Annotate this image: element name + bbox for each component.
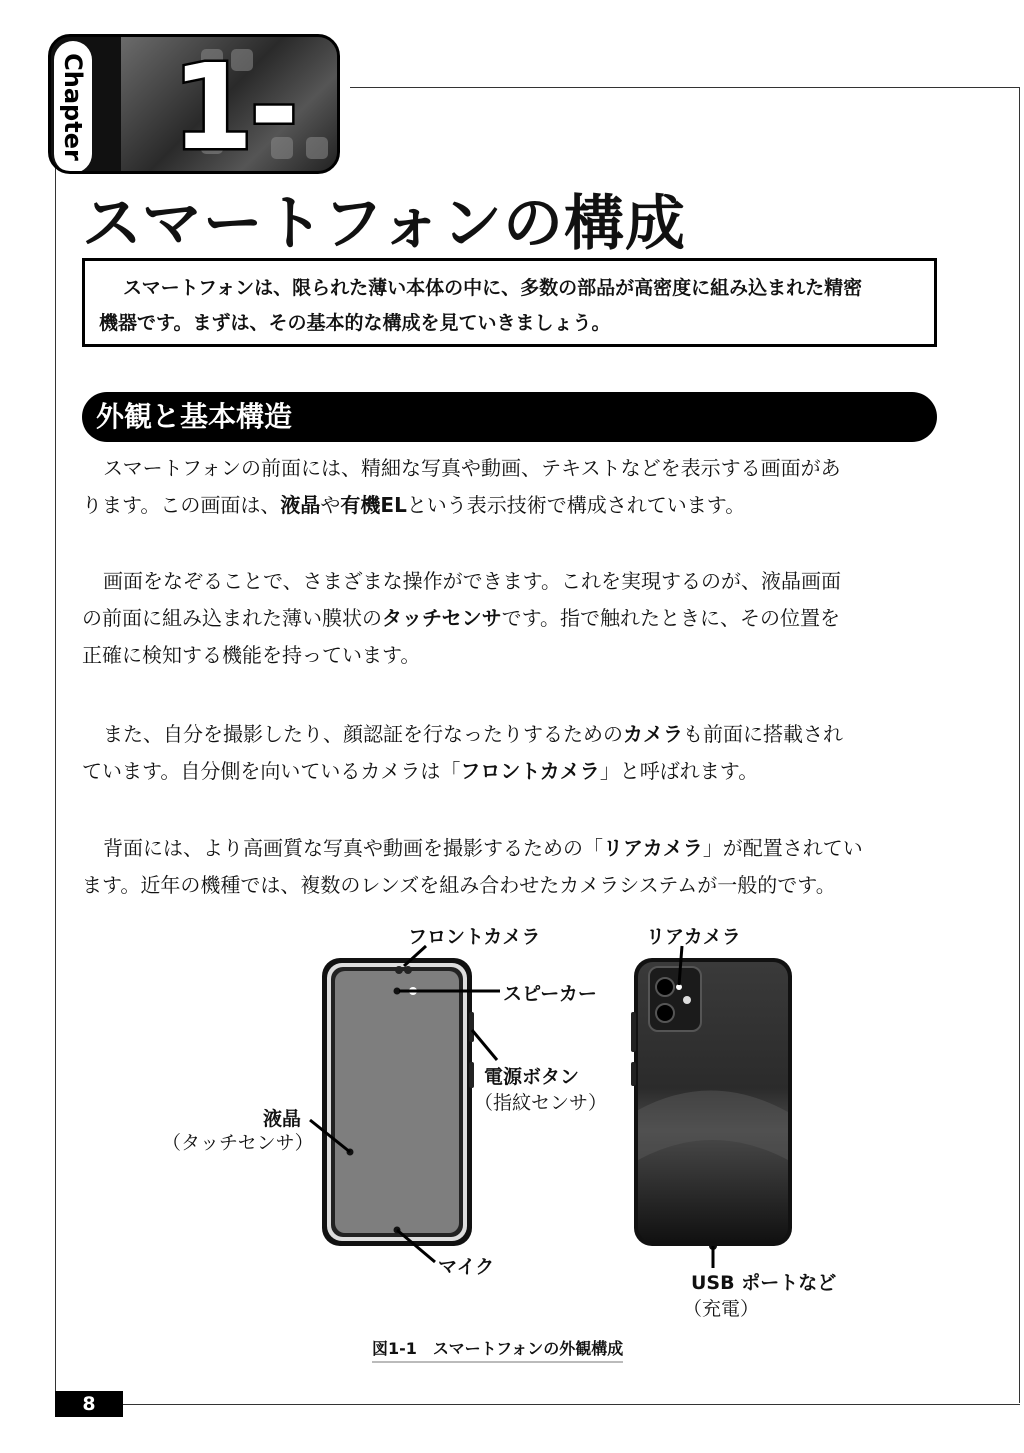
paragraph-2-line-2: の前面に組み込まれた薄い膜状のタッチセンサです。指で触れたときに、その位置を (82, 606, 841, 630)
label-mic: マイク (438, 1256, 495, 1278)
rear-camera-lens-1 (656, 978, 674, 996)
term-oled: 有機EL (340, 493, 407, 517)
paragraph-4-line-1: 背面には、より高画質な写真や動画を撮影するための「リアカメラ」が配置されてい (103, 836, 863, 860)
label-power-button-sub: （指紋センサ） (474, 1092, 608, 1114)
label-lcd: 液晶 (263, 1108, 302, 1130)
front-camera-lens-1 (395, 966, 403, 974)
figure-caption: 図1-1 スマートフォンの外観構成 (372, 1336, 623, 1363)
chapter-number: 1- (171, 38, 295, 174)
rear-side-button-1 (631, 1012, 636, 1052)
paragraph-3-line-2: ています。自分側を向いているカメラは「フロントカメラ」と呼ばれます。 (82, 759, 759, 783)
side-button-upper (469, 1012, 474, 1042)
paragraph-2-line-1: 画面をなぞることで、さまざまな操作ができます。これを実現するのが、液晶画面 (103, 569, 841, 593)
chapter-label: Chapter (54, 41, 92, 173)
front-camera-lens-2 (404, 966, 412, 974)
leader-power-button (472, 1030, 497, 1060)
paragraph-1-line-1: スマートフォンの前面には、精細な写真や動画、テキストなどを表示する画面があ (103, 456, 841, 480)
label-rear-camera: リアカメラ (646, 926, 741, 948)
label-usb-port-sub: （充電） (683, 1298, 760, 1320)
section-heading: 外観と基本構造 (82, 392, 937, 442)
rear-camera-lens-2 (656, 1004, 674, 1022)
side-button-power (469, 1062, 474, 1088)
rear-flash (683, 996, 691, 1004)
lead-line-2: 機器です。まずは、その基本的な構成を見ていきましょう。 (99, 312, 611, 334)
paragraph-1-line-2: ります。この画面は、液晶や有機ELという表示技術で構成されています。 (82, 493, 746, 517)
term-lcd: 液晶 (280, 493, 321, 517)
label-speaker: スピーカー (503, 983, 597, 1005)
page-title: スマートフォンの構成 (82, 189, 686, 259)
rear-camera-module (649, 967, 701, 1031)
label-usb-port: USB ポートなど (691, 1272, 837, 1294)
label-front-camera: フロントカメラ (408, 926, 541, 948)
label-lcd-sub: （タッチセンサ） (162, 1132, 314, 1154)
paragraph-3-line-1: また、自分を撮影したり、顔認証を行なったりするためのカメラも前面に搭載され (103, 722, 843, 746)
term-camera: カメラ (623, 722, 683, 746)
rear-side-button-2 (631, 1062, 636, 1086)
label-power-button: 電源ボタン (484, 1066, 580, 1088)
term-front-camera: フロントカメラ (460, 759, 600, 783)
paragraph-4-line-2: ます。近年の機種では、複数のレンズを組み合わせたカメラシステムが一般的です。 (82, 873, 836, 897)
page-number: 8 (55, 1391, 123, 1417)
lead-line-1: スマートフォンは、限られた薄い本体の中に、多数の部品が高密度に組み込まれた精密 (123, 277, 863, 299)
rear-phone (631, 958, 792, 1250)
term-touch-sensor: タッチセンサ (382, 606, 502, 630)
paragraph-2-line-3: 正確に検知する機能を持っています。 (82, 643, 421, 667)
front-phone (322, 958, 474, 1246)
front-screen (335, 971, 459, 1233)
term-rear-camera: リアカメラ (603, 836, 703, 860)
